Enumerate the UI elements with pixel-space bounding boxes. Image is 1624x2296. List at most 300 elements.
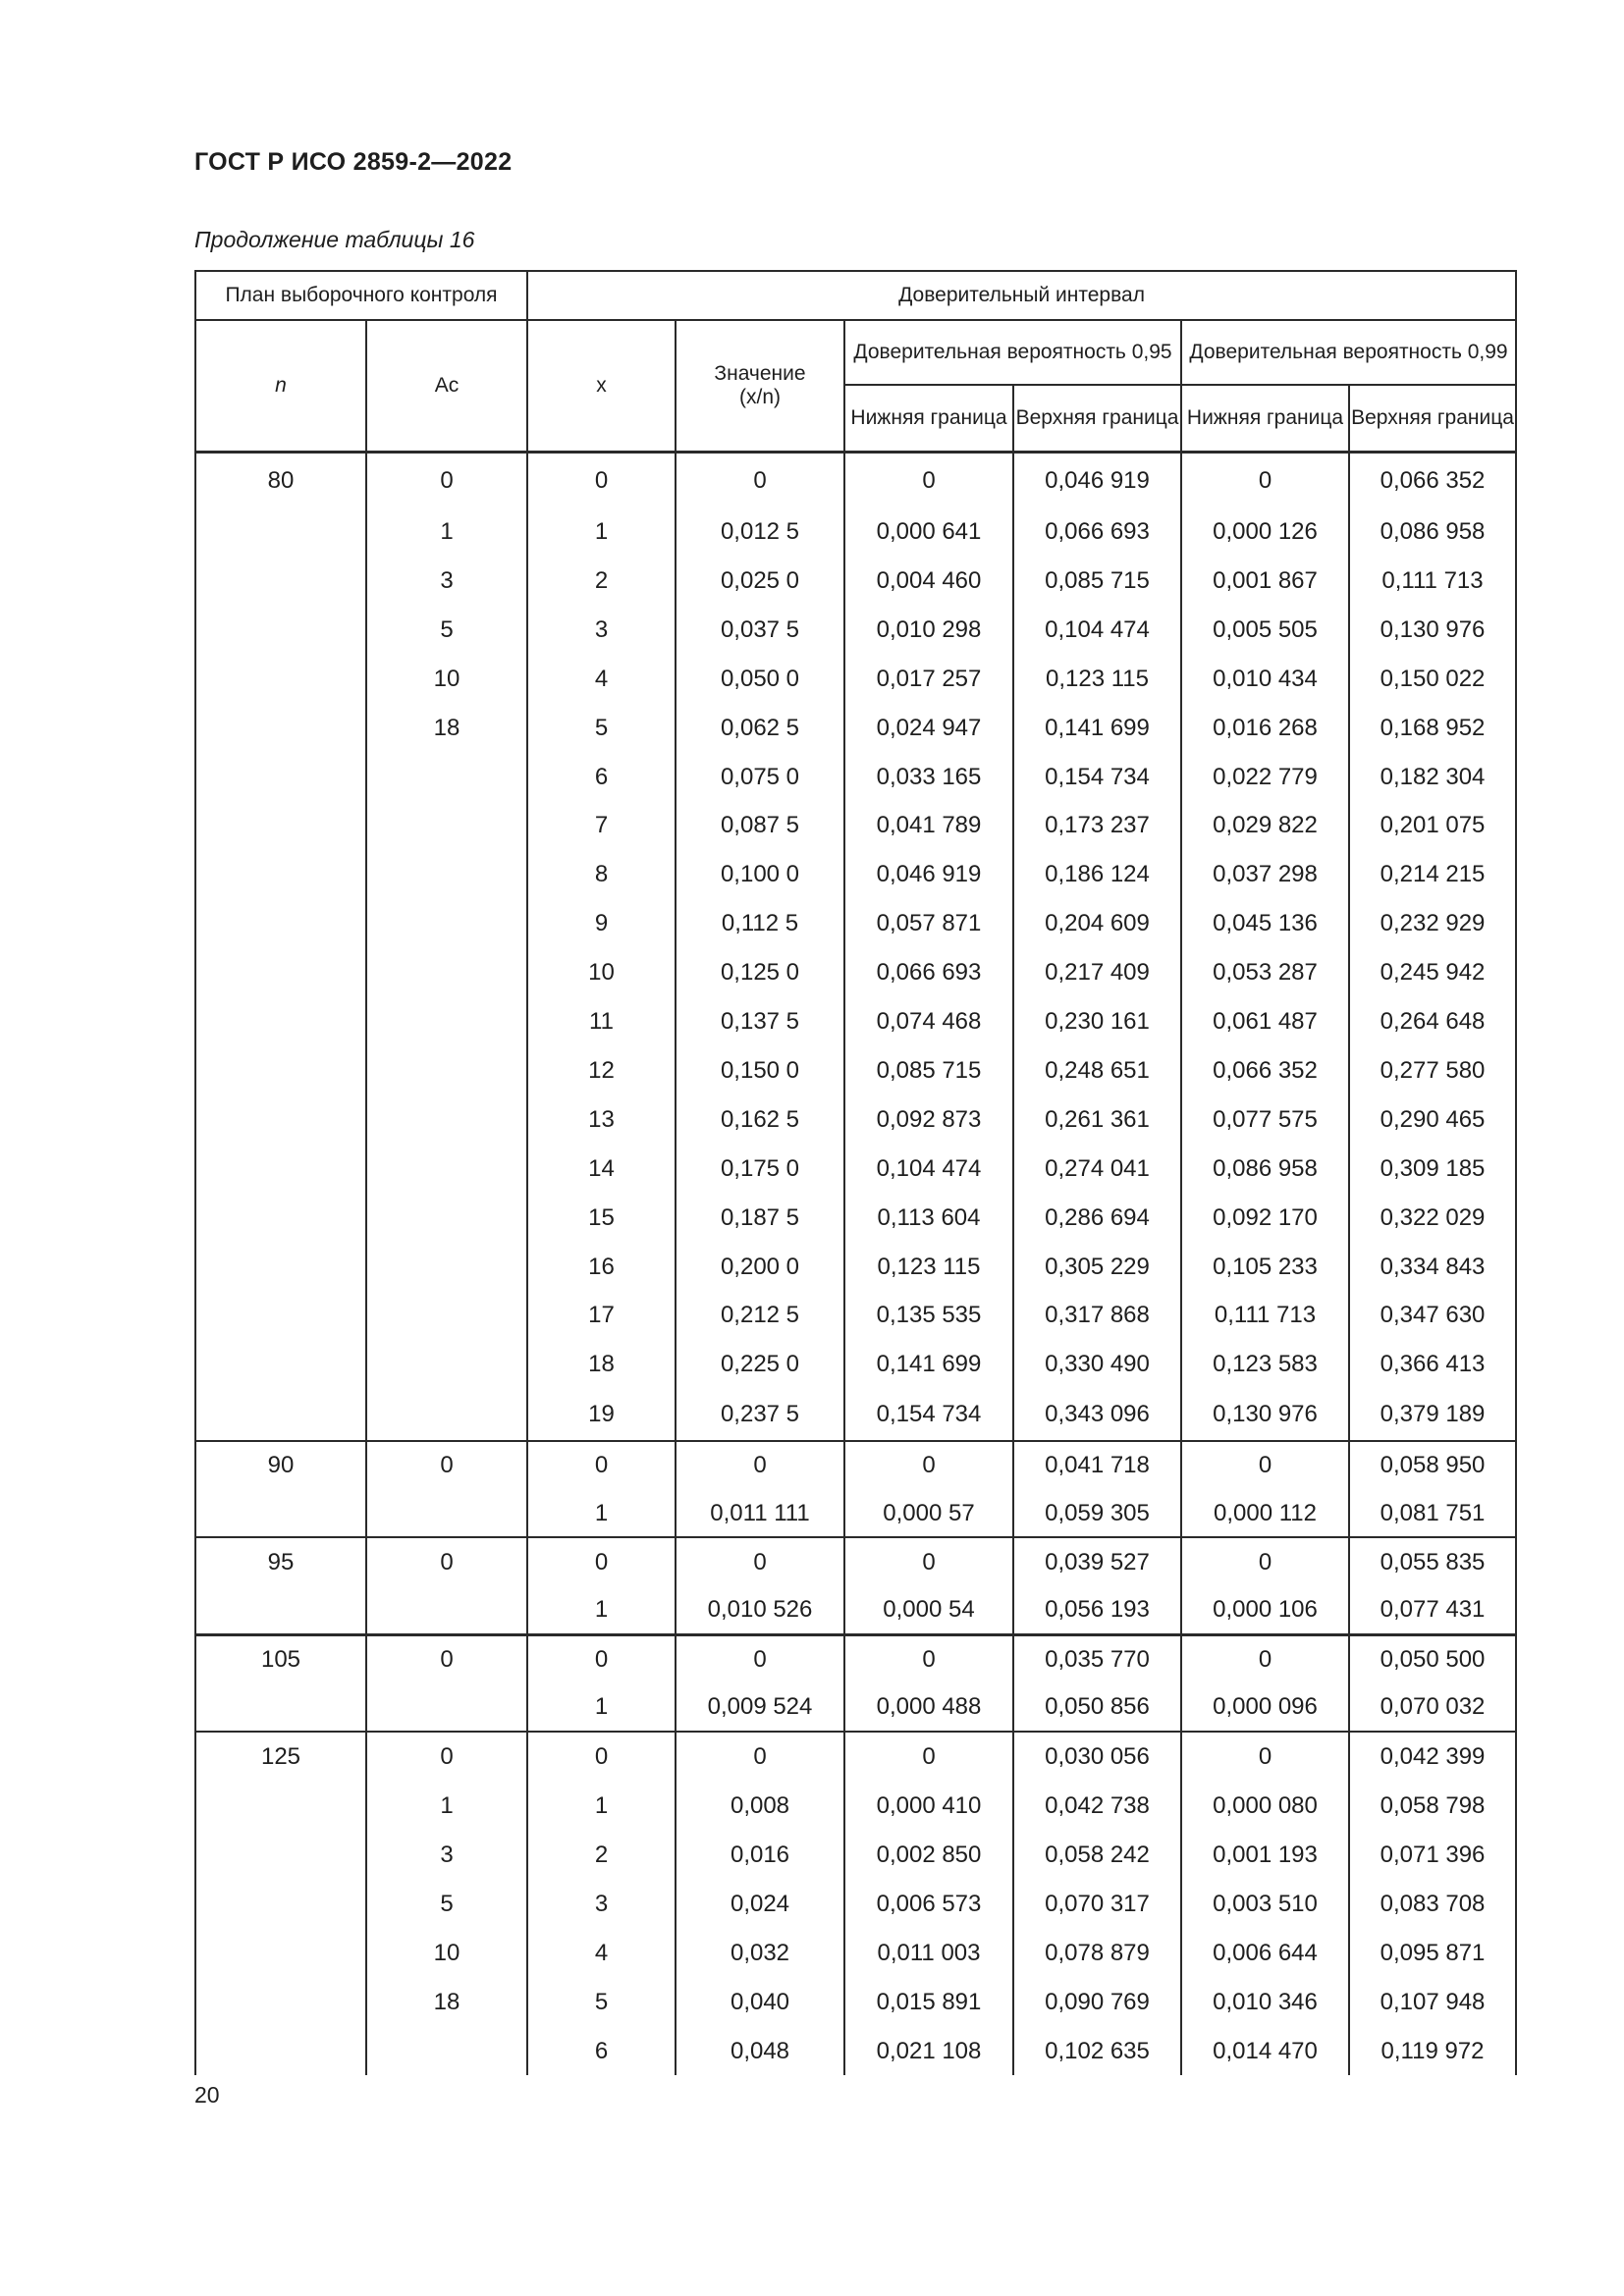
upper-95-cell: 0,305 229	[1013, 1242, 1181, 1291]
lower-99-cell: 0,000 106	[1181, 1586, 1349, 1635]
lower-99-cell: 0,000 112	[1181, 1489, 1349, 1537]
lower-95-cell: 0,010 298	[844, 606, 1013, 655]
upper-99-cell: 0,150 022	[1349, 655, 1516, 704]
table-row	[195, 948, 1516, 997]
upper-99-cell: 0,334 843	[1349, 1242, 1516, 1291]
table-row	[195, 1586, 1516, 1635]
table-row	[195, 1978, 1516, 2027]
upper-95-cell: 0,030 056	[1013, 1732, 1181, 1782]
lower-95-cell: 0,041 789	[844, 801, 1013, 850]
ac-cell: 3	[366, 557, 527, 606]
n-cell	[195, 948, 366, 997]
upper-95-cell: 0,248 651	[1013, 1046, 1181, 1095]
upper-99-cell: 0,214 215	[1349, 850, 1516, 899]
lower-99-cell: 0,077 575	[1181, 1095, 1349, 1145]
value-cell: 0,012 5	[676, 507, 844, 557]
header-x: x	[527, 320, 676, 453]
ac-cell: 0	[366, 1732, 527, 1782]
lower-99-cell: 0	[1181, 453, 1349, 508]
upper-95-cell: 0,066 693	[1013, 507, 1181, 557]
n-cell	[195, 557, 366, 606]
lower-95-cell: 0,154 734	[844, 1389, 1013, 1441]
ac-cell: 0	[366, 1441, 527, 1489]
upper-95-cell: 0,102 635	[1013, 2027, 1181, 2076]
x-cell: 1	[527, 1586, 676, 1635]
n-cell	[195, 1193, 366, 1242]
value-cell: 0	[676, 1537, 844, 1585]
lower-95-cell: 0,085 715	[844, 1046, 1013, 1095]
upper-95-cell: 0,330 490	[1013, 1340, 1181, 1389]
lower-95-cell: 0,011 003	[844, 1929, 1013, 1978]
table-row	[195, 1291, 1516, 1340]
ac-cell	[366, 752, 527, 801]
table-row	[195, 1095, 1516, 1145]
x-cell: 12	[527, 1046, 676, 1095]
lower-99-cell: 0,000 080	[1181, 1782, 1349, 1831]
lower-95-cell: 0,000 641	[844, 507, 1013, 557]
n-cell: 125	[195, 1732, 366, 1782]
lower-95-cell: 0	[844, 1441, 1013, 1489]
header-upper-99: Верхняя граница	[1349, 385, 1516, 453]
lower-99-cell: 0,006 644	[1181, 1929, 1349, 1978]
ac-cell	[366, 1046, 527, 1095]
upper-99-cell: 0,095 871	[1349, 1929, 1516, 1978]
lower-99-cell: 0,061 487	[1181, 997, 1349, 1046]
header-upper-95: Верхняя граница	[1013, 385, 1181, 453]
x-cell: 1	[527, 1489, 676, 1537]
page-number: 20	[194, 2082, 220, 2108]
value-cell: 0,016	[676, 1831, 844, 1880]
value-cell: 0,237 5	[676, 1389, 844, 1441]
ac-cell	[366, 948, 527, 997]
x-cell: 15	[527, 1193, 676, 1242]
value-cell: 0,212 5	[676, 1291, 844, 1340]
upper-95-cell: 0,056 193	[1013, 1586, 1181, 1635]
lower-99-cell: 0,001 867	[1181, 557, 1349, 606]
confidence-interval-table	[194, 270, 1517, 2075]
value-cell: 0	[676, 1732, 844, 1782]
x-cell: 1	[527, 1683, 676, 1732]
ac-cell: 3	[366, 1831, 527, 1880]
upper-95-cell: 0,085 715	[1013, 557, 1181, 606]
upper-95-cell: 0,078 879	[1013, 1929, 1181, 1978]
x-cell: 8	[527, 850, 676, 899]
lower-99-cell: 0,010 346	[1181, 1978, 1349, 2027]
n-cell	[195, 655, 366, 704]
upper-99-cell: 0,366 413	[1349, 1340, 1516, 1389]
lower-95-cell: 0	[844, 1634, 1013, 1683]
lower-99-cell: 0,037 298	[1181, 850, 1349, 899]
upper-95-cell: 0,042 738	[1013, 1782, 1181, 1831]
ac-cell	[366, 1291, 527, 1340]
value-cell: 0,040	[676, 1978, 844, 2027]
value-cell: 0,187 5	[676, 1193, 844, 1242]
lower-95-cell: 0,141 699	[844, 1340, 1013, 1389]
table-row	[195, 1732, 1516, 1782]
lower-99-cell: 0,029 822	[1181, 801, 1349, 850]
upper-95-cell: 0,141 699	[1013, 704, 1181, 753]
value-cell: 0,137 5	[676, 997, 844, 1046]
n-cell	[195, 1880, 366, 1929]
upper-95-cell: 0,343 096	[1013, 1389, 1181, 1441]
x-cell: 11	[527, 997, 676, 1046]
x-cell: 16	[527, 1242, 676, 1291]
value-cell: 0,024	[676, 1880, 844, 1929]
ac-cell	[366, 1193, 527, 1242]
n-cell	[195, 899, 366, 948]
n-cell	[195, 1929, 366, 1978]
x-cell: 2	[527, 557, 676, 606]
n-cell	[195, 2027, 366, 2076]
n-cell	[195, 1242, 366, 1291]
n-cell	[195, 1095, 366, 1145]
ac-cell	[366, 1095, 527, 1145]
table-group-n-105	[195, 1634, 1516, 1732]
lower-95-cell: 0,000 488	[844, 1683, 1013, 1732]
value-cell: 0,037 5	[676, 606, 844, 655]
value-cell: 0,009 524	[676, 1683, 844, 1732]
value-cell: 0,100 0	[676, 850, 844, 899]
upper-99-cell: 0,322 029	[1349, 1193, 1516, 1242]
ac-cell: 18	[366, 1978, 527, 2027]
ac-cell	[366, 1145, 527, 1194]
upper-95-cell: 0,204 609	[1013, 899, 1181, 948]
ac-cell: 1	[366, 1782, 527, 1831]
upper-99-cell: 0,111 713	[1349, 557, 1516, 606]
lower-99-cell: 0	[1181, 1537, 1349, 1585]
x-cell: 9	[527, 899, 676, 948]
ac-cell	[366, 1586, 527, 1635]
header-value-label: Значение	[714, 361, 806, 385]
header-conf-95: Доверительная вероятность 0,95	[844, 320, 1181, 385]
n-cell	[195, 1831, 366, 1880]
lower-95-cell: 0,017 257	[844, 655, 1013, 704]
n-cell: 80	[195, 453, 366, 508]
lower-99-cell: 0,003 510	[1181, 1880, 1349, 1929]
x-cell: 19	[527, 1389, 676, 1441]
lower-95-cell: 0,057 871	[844, 899, 1013, 948]
table-row	[195, 899, 1516, 948]
lower-99-cell: 0,045 136	[1181, 899, 1349, 948]
value-cell: 0	[676, 1441, 844, 1489]
upper-95-cell: 0,286 694	[1013, 1193, 1181, 1242]
n-cell: 90	[195, 1441, 366, 1489]
x-cell: 3	[527, 606, 676, 655]
upper-95-cell: 0,050 856	[1013, 1683, 1181, 1732]
lower-95-cell: 0,000 57	[844, 1489, 1013, 1537]
upper-99-cell: 0,077 431	[1349, 1586, 1516, 1635]
table-group-n-125	[195, 1732, 1516, 2075]
table-group-n-80	[195, 453, 1516, 1442]
lower-99-cell: 0	[1181, 1441, 1349, 1489]
ac-cell	[366, 850, 527, 899]
x-cell: 14	[527, 1145, 676, 1194]
upper-99-cell: 0,264 648	[1349, 997, 1516, 1046]
ac-cell: 10	[366, 1929, 527, 1978]
value-cell: 0,225 0	[676, 1340, 844, 1389]
lower-99-cell: 0,001 193	[1181, 1831, 1349, 1880]
value-cell: 0	[676, 1634, 844, 1683]
n-cell	[195, 704, 366, 753]
x-cell: 3	[527, 1880, 676, 1929]
upper-99-cell: 0,182 304	[1349, 752, 1516, 801]
value-cell: 0,010 526	[676, 1586, 844, 1635]
ac-cell	[366, 1389, 527, 1441]
x-cell: 1	[527, 507, 676, 557]
upper-99-cell: 0,055 835	[1349, 1537, 1516, 1585]
table-row	[195, 655, 1516, 704]
n-cell	[195, 1046, 366, 1095]
lower-99-cell: 0,111 713	[1181, 1291, 1349, 1340]
value-cell: 0,032	[676, 1929, 844, 1978]
upper-95-cell: 0,070 317	[1013, 1880, 1181, 1929]
header-interval: Доверительный интервал	[527, 271, 1516, 320]
ac-cell	[366, 2027, 527, 2076]
upper-95-cell: 0,317 868	[1013, 1291, 1181, 1340]
n-cell: 95	[195, 1537, 366, 1585]
upper-95-cell: 0,123 115	[1013, 655, 1181, 704]
upper-95-cell: 0,104 474	[1013, 606, 1181, 655]
lower-95-cell: 0	[844, 453, 1013, 508]
ac-cell	[366, 801, 527, 850]
lower-95-cell: 0,135 535	[844, 1291, 1013, 1340]
lower-99-cell: 0,010 434	[1181, 655, 1349, 704]
x-cell: 10	[527, 948, 676, 997]
table-row	[195, 1145, 1516, 1194]
lower-99-cell: 0,005 505	[1181, 606, 1349, 655]
x-cell: 6	[527, 752, 676, 801]
lower-95-cell: 0,004 460	[844, 557, 1013, 606]
table-row	[195, 1389, 1516, 1441]
lower-99-cell: 0,016 268	[1181, 704, 1349, 753]
upper-99-cell: 0,066 352	[1349, 453, 1516, 508]
table-row	[195, 1929, 1516, 1978]
ac-cell: 1	[366, 507, 527, 557]
table-row	[195, 1634, 1516, 1683]
header-ac: Ac	[366, 320, 527, 453]
upper-99-cell: 0,309 185	[1349, 1145, 1516, 1194]
value-cell: 0,112 5	[676, 899, 844, 948]
upper-99-cell: 0,107 948	[1349, 1978, 1516, 2027]
n-cell: 105	[195, 1634, 366, 1683]
document-header: ГОСТ Р ИСО 2859-2—2022	[194, 148, 513, 176]
lower-99-cell: 0,066 352	[1181, 1046, 1349, 1095]
header-lower-99: Нижняя граница	[1181, 385, 1349, 453]
upper-99-cell: 0,081 751	[1349, 1489, 1516, 1537]
upper-99-cell: 0,245 942	[1349, 948, 1516, 997]
value-cell: 0,062 5	[676, 704, 844, 753]
table-header	[195, 271, 1516, 453]
lower-95-cell: 0,000 54	[844, 1586, 1013, 1635]
upper-95-cell: 0,046 919	[1013, 453, 1181, 508]
lower-95-cell: 0	[844, 1732, 1013, 1782]
ac-cell	[366, 899, 527, 948]
lower-99-cell: 0,022 779	[1181, 752, 1349, 801]
lower-95-cell: 0,113 604	[844, 1193, 1013, 1242]
ac-cell: 0	[366, 1634, 527, 1683]
n-cell	[195, 801, 366, 850]
table-row	[195, 2027, 1516, 2076]
lower-95-cell: 0,033 165	[844, 752, 1013, 801]
ac-cell	[366, 997, 527, 1046]
ac-cell: 5	[366, 606, 527, 655]
lower-99-cell: 0,092 170	[1181, 1193, 1349, 1242]
upper-99-cell: 0,168 952	[1349, 704, 1516, 753]
ac-cell: 0	[366, 453, 527, 508]
header-n	[195, 320, 366, 453]
upper-99-cell: 0,071 396	[1349, 1831, 1516, 1880]
x-cell: 1	[527, 1782, 676, 1831]
upper-95-cell: 0,059 305	[1013, 1489, 1181, 1537]
upper-99-cell: 0,042 399	[1349, 1732, 1516, 1782]
upper-95-cell: 0,274 041	[1013, 1145, 1181, 1194]
x-cell: 17	[527, 1291, 676, 1340]
upper-99-cell: 0,058 950	[1349, 1441, 1516, 1489]
n-cell	[195, 1782, 366, 1831]
upper-95-cell: 0,173 237	[1013, 801, 1181, 850]
upper-99-cell: 0,130 976	[1349, 606, 1516, 655]
ac-cell: 0	[366, 1537, 527, 1585]
upper-95-cell: 0,154 734	[1013, 752, 1181, 801]
upper-99-cell: 0,232 929	[1349, 899, 1516, 948]
lower-99-cell: 0,000 126	[1181, 507, 1349, 557]
upper-99-cell: 0,086 958	[1349, 507, 1516, 557]
lower-95-cell: 0,002 850	[844, 1831, 1013, 1880]
x-cell: 6	[527, 2027, 676, 2076]
table-row	[195, 752, 1516, 801]
table-caption: Продолжение таблицы 16	[194, 227, 475, 252]
upper-95-cell: 0,217 409	[1013, 948, 1181, 997]
upper-99-cell: 0,379 189	[1349, 1389, 1516, 1441]
x-cell: 7	[527, 801, 676, 850]
lower-99-cell: 0	[1181, 1634, 1349, 1683]
ac-cell: 18	[366, 704, 527, 753]
n-cell	[195, 606, 366, 655]
value-cell: 0,075 0	[676, 752, 844, 801]
value-cell: 0,087 5	[676, 801, 844, 850]
x-cell: 0	[527, 453, 676, 508]
lower-95-cell: 0,066 693	[844, 948, 1013, 997]
table-row	[195, 801, 1516, 850]
table-row	[195, 507, 1516, 557]
table-row	[195, 1537, 1516, 1585]
lower-95-cell: 0,074 468	[844, 997, 1013, 1046]
ac-cell: 10	[366, 655, 527, 704]
table-row	[195, 1683, 1516, 1732]
n-cell	[195, 997, 366, 1046]
upper-95-cell: 0,039 527	[1013, 1537, 1181, 1585]
table-row	[195, 1880, 1516, 1929]
n-cell	[195, 752, 366, 801]
header-value	[676, 320, 844, 453]
upper-99-cell: 0,290 465	[1349, 1095, 1516, 1145]
x-cell: 18	[527, 1340, 676, 1389]
n-cell	[195, 1489, 366, 1537]
lower-95-cell: 0,000 410	[844, 1782, 1013, 1831]
value-cell: 0,200 0	[676, 1242, 844, 1291]
upper-99-cell: 0,083 708	[1349, 1880, 1516, 1929]
value-cell: 0,025 0	[676, 557, 844, 606]
lower-95-cell: 0,024 947	[844, 704, 1013, 753]
table-row	[195, 997, 1516, 1046]
n-cell	[195, 1340, 366, 1389]
lower-95-cell: 0	[844, 1537, 1013, 1585]
lower-95-cell: 0,015 891	[844, 1978, 1013, 2027]
upper-95-cell: 0,186 124	[1013, 850, 1181, 899]
lower-99-cell: 0,086 958	[1181, 1145, 1349, 1194]
value-cell: 0,150 0	[676, 1046, 844, 1095]
header-conf-99: Доверительная вероятность 0,99	[1181, 320, 1516, 385]
n-cell	[195, 1145, 366, 1194]
table-row	[195, 1046, 1516, 1095]
upper-99-cell: 0,058 798	[1349, 1782, 1516, 1831]
header-lower-95: Нижняя граница	[844, 385, 1013, 453]
lower-95-cell: 0,092 873	[844, 1095, 1013, 1145]
table-row	[195, 606, 1516, 655]
value-cell: 0,175 0	[676, 1145, 844, 1194]
x-cell: 13	[527, 1095, 676, 1145]
n-cell	[195, 1291, 366, 1340]
n-cell	[195, 850, 366, 899]
x-cell: 0	[527, 1441, 676, 1489]
table-row	[195, 1441, 1516, 1489]
lower-99-cell: 0,105 233	[1181, 1242, 1349, 1291]
n-cell	[195, 507, 366, 557]
upper-95-cell: 0,090 769	[1013, 1978, 1181, 2027]
ac-cell	[366, 1489, 527, 1537]
value-cell: 0,011 111	[676, 1489, 844, 1537]
lower-99-cell: 0,130 976	[1181, 1389, 1349, 1441]
upper-95-cell: 0,035 770	[1013, 1634, 1181, 1683]
value-cell: 0,008	[676, 1782, 844, 1831]
upper-99-cell: 0,119 972	[1349, 2027, 1516, 2076]
upper-95-cell: 0,230 161	[1013, 997, 1181, 1046]
upper-99-cell: 0,201 075	[1349, 801, 1516, 850]
table-row	[195, 1193, 1516, 1242]
table-row	[195, 1340, 1516, 1389]
table-row	[195, 704, 1516, 753]
upper-99-cell: 0,050 500	[1349, 1634, 1516, 1683]
ac-cell: 5	[366, 1880, 527, 1929]
ac-cell	[366, 1242, 527, 1291]
n-cell	[195, 1586, 366, 1635]
lower-95-cell: 0,006 573	[844, 1880, 1013, 1929]
header-value-formula: (x/n)	[739, 386, 781, 408]
x-cell: 0	[527, 1732, 676, 1782]
n-cell	[195, 1683, 366, 1732]
table-row	[195, 1782, 1516, 1831]
upper-99-cell: 0,347 630	[1349, 1291, 1516, 1340]
x-cell: 2	[527, 1831, 676, 1880]
lower-95-cell: 0,123 115	[844, 1242, 1013, 1291]
lower-95-cell: 0,021 108	[844, 2027, 1013, 2076]
upper-99-cell: 0,070 032	[1349, 1683, 1516, 1732]
ac-cell	[366, 1683, 527, 1732]
header-plan: План выборочного контроля	[195, 271, 527, 320]
value-cell: 0,048	[676, 2027, 844, 2076]
lower-99-cell: 0	[1181, 1732, 1349, 1782]
value-cell: 0,162 5	[676, 1095, 844, 1145]
x-cell: 4	[527, 655, 676, 704]
table-row	[195, 1242, 1516, 1291]
ac-cell	[366, 1340, 527, 1389]
x-cell: 0	[527, 1634, 676, 1683]
table-row	[195, 1489, 1516, 1537]
table-row	[195, 453, 1516, 508]
table-row	[195, 1831, 1516, 1880]
value-cell: 0	[676, 453, 844, 508]
upper-95-cell: 0,041 718	[1013, 1441, 1181, 1489]
